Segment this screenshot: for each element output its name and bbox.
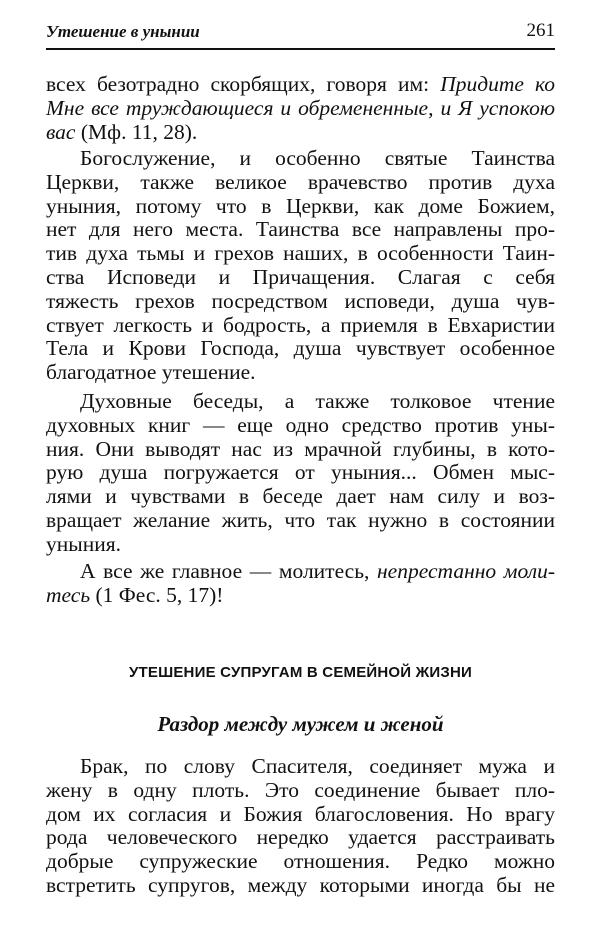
italic-quote: непрестанно моли-	[377, 559, 555, 583]
italic-quote: Придите ко	[440, 72, 555, 96]
text-line	[46, 121, 555, 145]
text-line: вращает желание жить, что так нужно в состоянии	[46, 507, 555, 532]
text-line: тив духа тьмы и грехов наших, в особенности Таин-	[46, 241, 555, 266]
text-line: дом их согласия и Божия благословения. Но врагу	[46, 801, 555, 826]
text-line: духовных книг — еще одно средство против уны-	[46, 412, 555, 437]
text-line: нет для него места. Таинства все направлены про-	[46, 217, 555, 242]
running-head-title: Утешение в унынии	[46, 22, 200, 41]
text-line: ствует легкость и бодрость, а приемля в Евхаристии	[46, 312, 555, 337]
paragraph-continuation	[46, 73, 555, 144]
text-span: всех безотрадно скорбящих, говоря им:	[46, 72, 441, 96]
text-span: А все же главное — молитесь,	[80, 559, 378, 583]
text-line: тяжесть грехов посредством исповеди, душа чув-	[46, 288, 555, 313]
subsection-heading: Раздор между мужем и женой	[157, 712, 444, 736]
page-number: 261	[526, 20, 555, 41]
text-line: ния. Они выводят нас из мрачной глубины, в кото-	[46, 436, 555, 461]
text-line: уныния.	[46, 531, 121, 556]
text-span: (1 Фес. 5, 17)!	[90, 582, 224, 607]
text-line: ства Исповеди и Причащения. Слагая с себя	[46, 264, 555, 289]
paragraph-services	[46, 147, 555, 385]
italic-quote: тесь	[46, 582, 91, 607]
text-line: Церкви, также великое врачевство против духа	[46, 169, 555, 194]
text-line: рую душа погружается от уныния... Обмен мыс-	[46, 460, 555, 485]
text-line: лями и чувствами в беседе дает нам силу и воз-	[46, 484, 555, 509]
text-line: Духовные беседы, а также толковое чтение	[80, 389, 555, 413]
running-head	[46, 20, 555, 50]
italic-quote: вас	[46, 119, 76, 144]
text-line: Богослужение, и особенно святые Таинства	[80, 146, 555, 170]
text-line: благодатное утешение.	[46, 360, 256, 385]
text-line	[46, 73, 555, 97]
section-heading: УТЕШЕНИЕ СУПРУГАМ В СЕМЕЙНОЙ ЖИЗНИ	[128, 664, 473, 681]
text-line: Мне все труждающиеся и обремененные, и Я успокою	[46, 95, 555, 120]
text-line: уныния, потому что в Церкви, как доме Божием,	[46, 193, 555, 218]
text-line: жену в одну плоть. Это соединение бывает пло-	[46, 777, 555, 802]
text-line	[46, 560, 555, 584]
text-line	[46, 584, 555, 608]
text-line: рода человеческого нередко удается расстраивать	[46, 825, 555, 850]
text-span: (Мф. 11, 28).	[75, 119, 198, 144]
paragraph-prayer	[46, 560, 555, 608]
text-line: добрые супружеские отношения. Редко можно	[46, 849, 555, 874]
paragraph-conversations	[46, 390, 555, 557]
paragraph-marriage	[46, 755, 555, 898]
text-line: Брак, по слову Спасителя, соединяет мужа и	[80, 754, 555, 778]
text-line: Тела и Крови Господа, душа чувствует особенное	[46, 336, 555, 361]
text-line: встретить супругов, между которыми иногда бы не	[46, 872, 555, 897]
